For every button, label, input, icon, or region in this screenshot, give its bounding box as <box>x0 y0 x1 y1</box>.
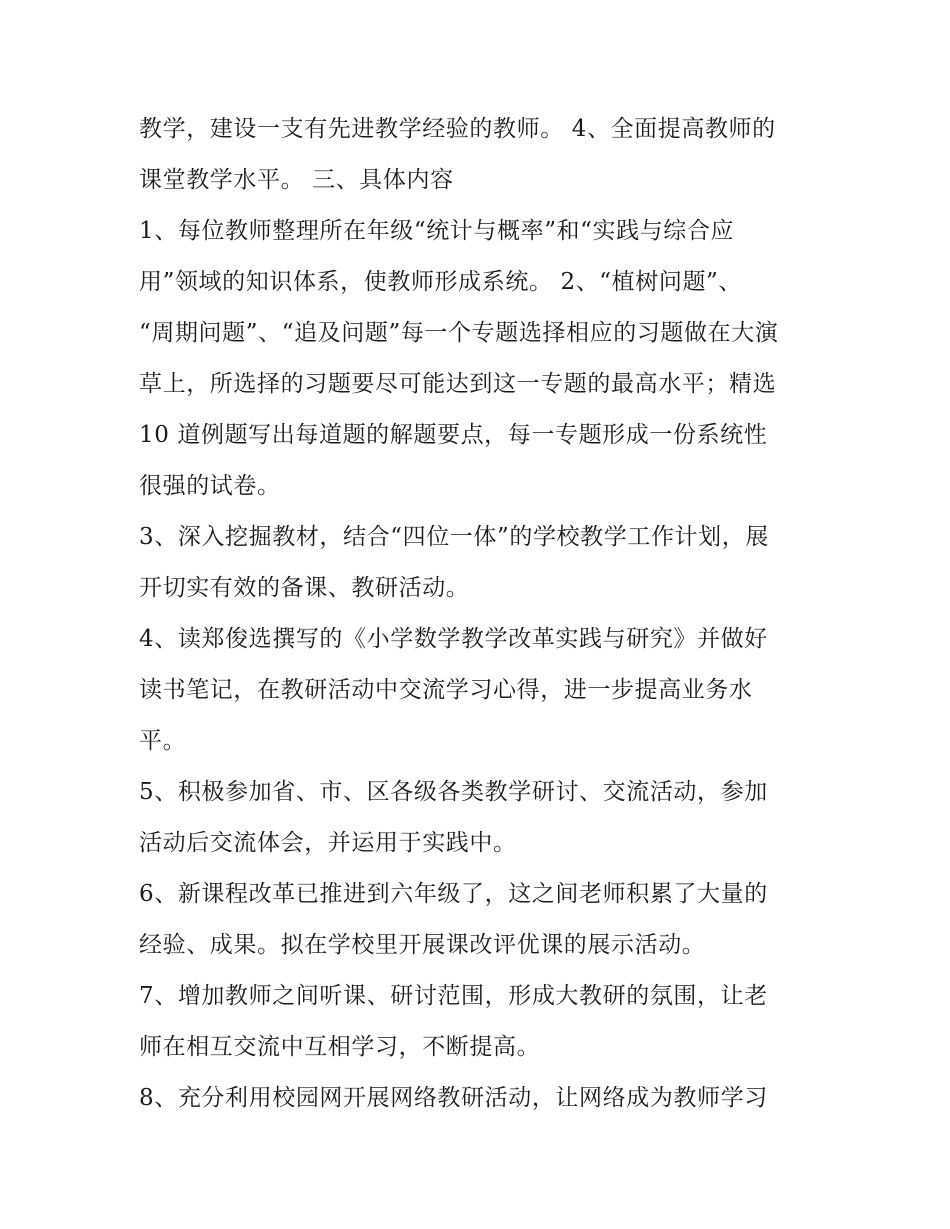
text-line: 教学，建设一支有先进教学经验的教师。 4、全面提高教师的 <box>139 116 776 142</box>
text-line: 1、每位教师整理所在年级“统计与概率”和“实践与综合应 <box>139 218 735 244</box>
text-line: 3、深入挖掘教材，结合“四位一体”的学校教学工作计划，展 <box>139 524 769 550</box>
text-line: 5、积极参加省、市、区各级各类教学研讨、交流活动，参加 <box>139 779 768 805</box>
text-line: 师在相互交流中互相学习，不断提高。 <box>139 1034 541 1060</box>
body-text <box>139 104 829 1124</box>
text-line: 6、新课程改革已推进到六年级了，这之间老师积累了大量的 <box>139 881 768 907</box>
text-line: “周期问题”、“追及问题”每一个专题选择相应的习题做在大演 <box>139 320 779 346</box>
text-line: 用”领域的知识体系，使教师形成系统。 2、“植树问题”、 <box>139 269 743 295</box>
text-line: 开切实有效的备课、教研活动。 <box>139 575 470 601</box>
text-line: 很强的试卷。 <box>139 473 281 499</box>
text-line: 读书笔记，在教研活动中交流学习心得，进一步提高业务水 <box>139 677 753 703</box>
text-line: 草上，所选择的习题要尽可能达到这一专题的最高水平；精选 <box>139 371 777 397</box>
text-line: 4、读郑俊选撰写的《小学数学教学改革实践与研究》并做好 <box>139 626 768 652</box>
text-line: 7、增加教师之间听课、研讨范围，形成大教研的氛围，让老 <box>139 983 768 1009</box>
text-line: 活动后交流体会，并运用于实践中。 <box>139 830 517 856</box>
text-line: 经验、成果。拟在学校里开展课改评优课的展示活动。 <box>139 932 706 958</box>
text-line: 课堂教学水平。 三、具体内容 <box>139 167 454 193</box>
text-line: 平。 <box>139 728 187 754</box>
text-line: 8、充分利用校园网开展网络教研活动，让网络成为教师学习 <box>139 1085 768 1111</box>
text-line: 10 道例题写出每道题的解题要点，每一专题形成一份系统性 <box>139 422 768 448</box>
